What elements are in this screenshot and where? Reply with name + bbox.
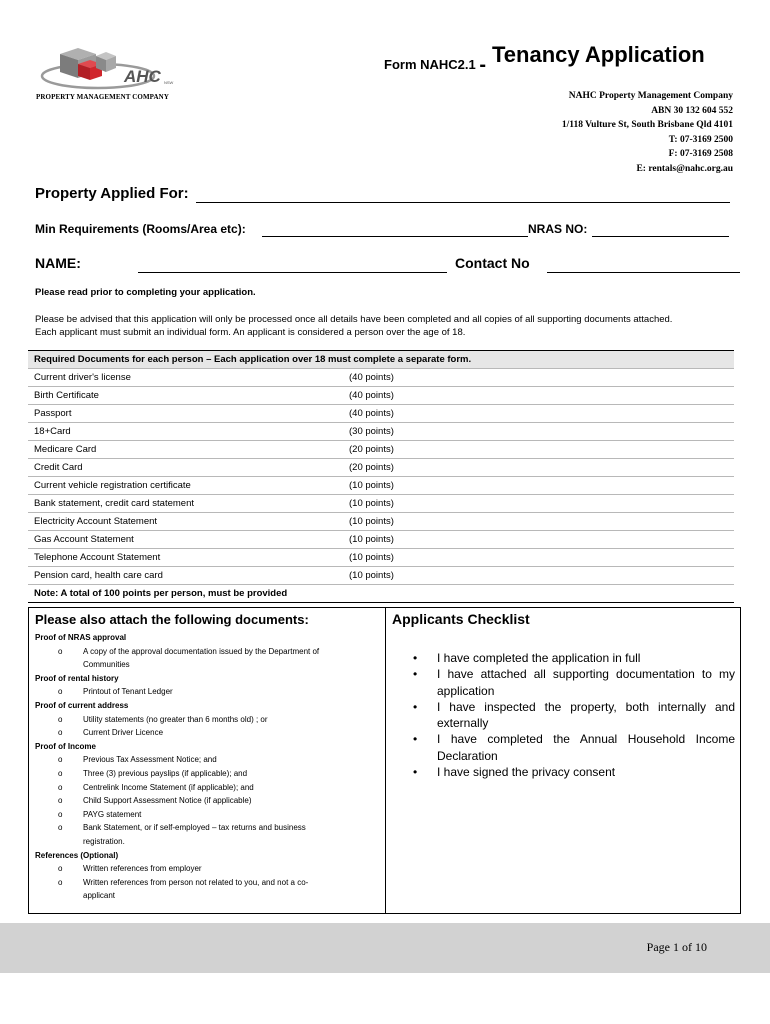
bullet-icon: o xyxy=(58,809,63,819)
list-item xyxy=(35,726,380,740)
checklist-item-text: I have inspected the property, both internally and externally xyxy=(437,699,735,731)
doc-cell: Electricity Account Statement xyxy=(28,513,343,531)
name-field[interactable] xyxy=(138,272,447,273)
list-item xyxy=(35,862,380,876)
intro-paragraph xyxy=(35,313,745,339)
list-item-text: Bank Statement, or if self-employed – tax returns and business xyxy=(83,823,306,833)
doc-cell: 18+Card xyxy=(28,423,343,441)
bullet-icon: • xyxy=(413,667,418,682)
doc-cell: Gas Account Statement xyxy=(28,531,343,549)
list-item-text: A copy of the approval documentation issued by the Department of xyxy=(83,646,320,656)
checklist xyxy=(413,650,735,780)
doc-cell: Current vehicle registration certificate xyxy=(28,477,343,495)
list-item-text: applicant xyxy=(83,891,116,901)
checklist-item-text: I have signed the privacy consent xyxy=(437,765,616,780)
bullet-icon: • xyxy=(413,651,418,665)
required-documents-table xyxy=(28,350,734,603)
table-row xyxy=(28,513,734,531)
company-address xyxy=(562,89,733,176)
table-row xyxy=(28,549,734,567)
checklist-item xyxy=(413,699,735,732)
logo-graphic xyxy=(38,44,188,96)
list-item xyxy=(35,821,380,835)
read-prior-notice: Please read prior to completing your application. xyxy=(35,287,256,298)
list-item xyxy=(35,835,380,849)
contact-label: Contact No xyxy=(455,255,530,271)
form-number-text: Form NAHC2.1 xyxy=(384,57,476,72)
points-cell: (30 points) xyxy=(343,423,734,441)
bullet-icon: • xyxy=(413,765,418,780)
list-item xyxy=(35,658,380,672)
points-cell: (40 points) xyxy=(343,405,734,423)
list-item-text: Written references from employer xyxy=(83,864,202,874)
bullet-icon: o xyxy=(58,687,63,697)
bullet-icon: • xyxy=(413,699,418,714)
form-number xyxy=(384,52,486,75)
attach-section-heading: Proof of current address xyxy=(35,700,129,710)
table-row xyxy=(28,567,734,585)
checklist-item-text: I have completed the application in full xyxy=(437,651,641,665)
title-dash: - xyxy=(479,54,487,76)
doc-cell: Medicare Card xyxy=(28,441,343,459)
bullet-icon: o xyxy=(58,796,63,806)
nras-field[interactable] xyxy=(592,236,729,237)
list-item xyxy=(35,645,380,659)
min-requirements-label: Min Requirements (Rooms/Area etc): xyxy=(35,222,246,236)
table-row xyxy=(28,405,734,423)
checklist-title: Applicants Checklist xyxy=(392,611,530,627)
attach-section-heading: Proof of rental history xyxy=(35,673,119,683)
address-street: 1/118 Vulture St, South Brisbane Qld 4101 xyxy=(561,120,733,130)
nras-label: NRAS NO: xyxy=(528,222,588,236)
contact-field[interactable] xyxy=(547,272,740,273)
list-item xyxy=(35,781,380,795)
points-cell: (20 points) xyxy=(343,441,734,459)
attach-section-heading: Proof of NRAS approval xyxy=(35,633,127,642)
points-note: Note: A total of 100 points per person, must be provided xyxy=(28,585,734,603)
bullet-icon: o xyxy=(58,864,63,874)
table-row xyxy=(28,495,734,513)
name-label: NAME: xyxy=(35,255,81,271)
logo-text: AHC xyxy=(124,67,161,86)
checklist-item xyxy=(413,650,735,666)
bullet-icon: o xyxy=(58,877,63,887)
doc-cell: Bank statement, credit card statement xyxy=(28,495,343,513)
table-row xyxy=(28,441,734,459)
bullet-icon: o xyxy=(58,728,63,738)
list-item-text: PAYG statement xyxy=(83,809,142,819)
address-company: NAHC Property Management Company xyxy=(568,91,733,101)
company-logo xyxy=(38,44,188,96)
attach-title: Please also attach the following documents: xyxy=(35,612,309,627)
points-cell: (10 points) xyxy=(343,549,734,567)
points-cell: (40 points) xyxy=(343,387,734,405)
points-cell: (10 points) xyxy=(343,495,734,513)
doc-cell: Current driver's license xyxy=(28,369,343,387)
address-email: E: rentals@nahc.org.au xyxy=(636,163,733,174)
list-item-text: Communities xyxy=(83,660,130,670)
points-cell: (10 points) xyxy=(343,567,734,585)
property-applied-field[interactable] xyxy=(196,202,730,203)
table-row xyxy=(28,369,734,387)
list-item-text: Current Driver Licence xyxy=(83,728,164,738)
list-item-text: Previous Tax Assessment Notice; and xyxy=(83,755,217,765)
bullet-icon: o xyxy=(58,714,63,724)
points-cell: (20 points) xyxy=(343,459,734,477)
checklist-item xyxy=(413,666,735,699)
list-item xyxy=(35,889,380,903)
address-abn: ABN 30 132 604 552 xyxy=(651,105,733,116)
bullet-icon: o xyxy=(58,823,63,833)
checklist-item xyxy=(413,764,735,780)
list-item xyxy=(35,685,380,699)
property-applied-label: Property Applied For: xyxy=(35,185,189,202)
points-cell: (10 points) xyxy=(343,513,734,531)
points-cell: (40 points) xyxy=(343,369,734,387)
doc-cell: Birth Certificate xyxy=(28,387,343,405)
table-row xyxy=(28,477,734,495)
list-item-text: Centrelink Income Statement (if applicable); and xyxy=(83,782,254,792)
intro-line-2: Each applicant must submit an individual form. An applicant is considered a person over the age of 18. xyxy=(35,327,466,338)
checklist-item xyxy=(413,731,735,764)
doc-cell: Pension card, health care card xyxy=(28,567,343,585)
min-requirements-field[interactable] xyxy=(262,236,528,237)
list-item-text: Child Support Assessment Notice (if applicable) xyxy=(83,796,252,806)
bullet-icon: o xyxy=(58,768,63,778)
page-number: Page 1 of 10 xyxy=(646,940,707,954)
table-header-row xyxy=(28,351,734,369)
attach-section-heading: References (Optional) xyxy=(35,850,119,860)
address-fax: F: 07-3169 2508 xyxy=(668,149,733,159)
logo-small-text: NSW xyxy=(164,80,174,85)
attach-list xyxy=(35,631,380,903)
list-item-text: Utility statements (no greater than 6 months old) ; or xyxy=(83,714,268,724)
table-note-row xyxy=(28,585,734,603)
list-item-text: Three (3) previous payslips (if applicable); and xyxy=(83,768,248,778)
bullet-icon: o xyxy=(58,646,63,656)
doc-cell: Credit Card xyxy=(28,459,343,477)
table-row xyxy=(28,423,734,441)
page-title: Tenancy Application xyxy=(492,42,705,67)
bullet-icon: o xyxy=(58,755,63,765)
intro-line-1: Please be advised that this application will only be processed once all details have been completed and all copies of all supporting documents attached. xyxy=(35,314,673,325)
address-phone: T: 07-3169 2500 xyxy=(668,134,733,145)
list-item-text: Written references from person not related to you, and not a co- xyxy=(83,877,309,887)
list-item xyxy=(35,876,380,890)
list-item xyxy=(35,808,380,822)
table-row xyxy=(28,387,734,405)
checklist-item-text: I have attached all supporting documentation to my application xyxy=(437,667,735,698)
checklist-item-text: I have completed the Annual Household Income Declaration xyxy=(437,732,735,763)
list-item-text: Printout of Tenant Ledger xyxy=(83,687,173,697)
list-item xyxy=(35,767,380,781)
bullet-icon: • xyxy=(413,732,418,747)
doc-cell: Passport xyxy=(28,405,343,423)
list-item xyxy=(35,753,380,767)
list-item-text: registration. xyxy=(83,836,125,846)
points-cell: (10 points) xyxy=(343,531,734,549)
doc-cell: Telephone Account Statement xyxy=(28,549,343,567)
list-item xyxy=(35,713,380,727)
company-tagline: PROPERTY MANAGEMENT COMPANY xyxy=(36,93,169,101)
list-item xyxy=(35,794,380,808)
table-row xyxy=(28,531,734,549)
points-cell: (10 points) xyxy=(343,477,734,495)
bullet-icon: o xyxy=(58,782,63,792)
table-heading: Required Documents for each person – Each application over 18 must complete a separate form. xyxy=(28,351,734,369)
table-row xyxy=(28,459,734,477)
attach-section-heading: Proof of Income xyxy=(35,741,96,751)
